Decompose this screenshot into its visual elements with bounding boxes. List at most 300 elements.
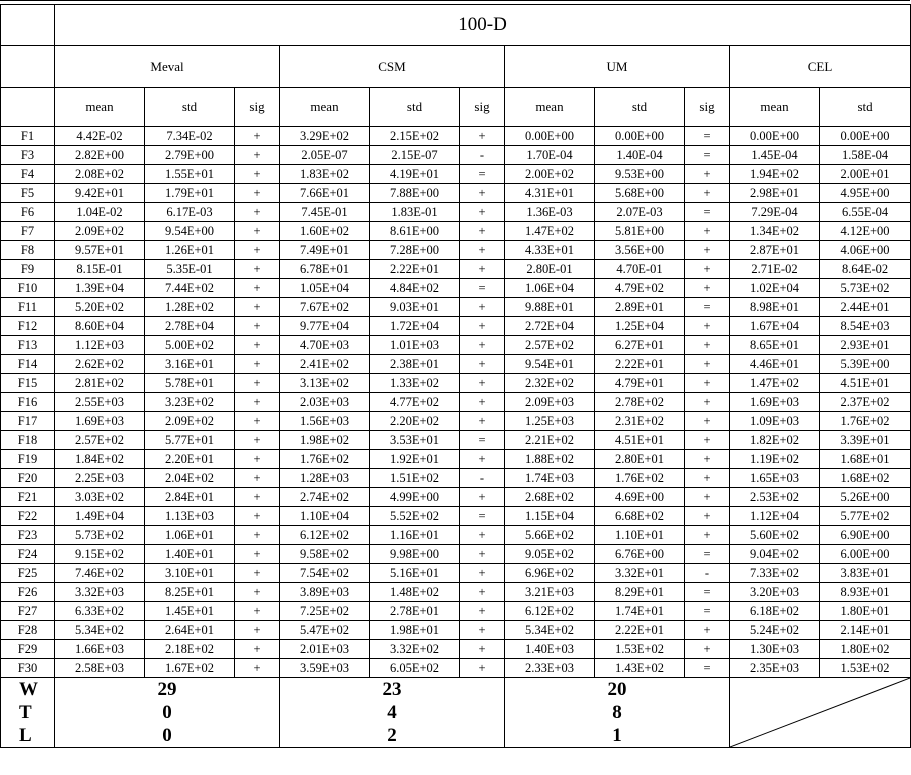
csm-sig-cell: = (460, 165, 505, 184)
um-std-cell: 4.70E-01 (595, 260, 685, 279)
meval-sig-cell: + (235, 279, 280, 298)
csm-mean-cell: 1.10E+04 (280, 507, 370, 526)
csm-sig-cell: + (460, 583, 505, 602)
cel-mean-cell: 5.60E+02 (730, 526, 820, 545)
stat-header-row (1, 88, 911, 127)
meval-mean-cell: 7.46E+02 (55, 564, 145, 583)
cel-std-cell: 1.80E+01 (820, 602, 911, 621)
meval-sig-cell: + (235, 184, 280, 203)
table-row (1, 488, 911, 507)
csm-sig-cell: - (460, 146, 505, 165)
cel-std-cell: 5.39E+00 (820, 355, 911, 374)
csm-sig-cell: + (460, 336, 505, 355)
function-name-cell: F14 (1, 355, 55, 374)
um-mean-cell: 1.74E+03 (505, 469, 595, 488)
csm-std-cell: 4.99E+00 (370, 488, 460, 507)
meval-std-cell: 5.77E+01 (145, 431, 235, 450)
stat-header-mean: mean (730, 88, 820, 127)
um-sig-cell: + (685, 355, 730, 374)
um-std-cell: 0.00E+00 (595, 127, 685, 146)
um-mean-cell: 3.21E+03 (505, 583, 595, 602)
wtl-cel-diagonal-cell (730, 678, 911, 748)
cel-std-cell: 2.14E+01 (820, 621, 911, 640)
meval-sig-cell: + (235, 526, 280, 545)
csm-mean-cell: 1.60E+02 (280, 222, 370, 241)
meval-sig-cell: + (235, 602, 280, 621)
csm-mean-cell: 1.98E+02 (280, 431, 370, 450)
csm-mean-cell: 1.28E+03 (280, 469, 370, 488)
um-mean-cell: 1.36E-03 (505, 203, 595, 222)
meval-std-cell: 6.17E-03 (145, 203, 235, 222)
meval-mean-cell: 1.04E-02 (55, 203, 145, 222)
cel-mean-cell: 7.29E-04 (730, 203, 820, 222)
um-sig-cell: = (685, 659, 730, 678)
csm-mean-cell: 2.05E-07 (280, 146, 370, 165)
cel-std-cell: 4.06E+00 (820, 241, 911, 260)
um-std-cell: 1.43E+02 (595, 659, 685, 678)
um-mean-cell: 6.96E+02 (505, 564, 595, 583)
cel-mean-cell: 1.82E+02 (730, 431, 820, 450)
meval-sig-cell: + (235, 260, 280, 279)
table-row (1, 127, 911, 146)
table-row (1, 241, 911, 260)
meval-std-cell: 7.44E+02 (145, 279, 235, 298)
um-sig-cell: + (685, 222, 730, 241)
table-row (1, 374, 911, 393)
csm-sig-cell: + (460, 545, 505, 564)
um-std-cell: 1.25E+04 (595, 317, 685, 336)
meval-std-cell: 1.28E+02 (145, 298, 235, 317)
meval-mean-cell: 1.12E+03 (55, 336, 145, 355)
um-sig-cell: + (685, 431, 730, 450)
csm-std-cell: 1.98E+01 (370, 621, 460, 640)
csm-sig-cell: + (460, 393, 505, 412)
csm-sig-cell: + (460, 659, 505, 678)
um-std-cell: 4.79E+01 (595, 374, 685, 393)
um-std-cell: 1.53E+02 (595, 640, 685, 659)
table-row (1, 564, 911, 583)
meval-sig-cell: + (235, 640, 280, 659)
cel-std-cell: 8.64E-02 (820, 260, 911, 279)
meval-mean-cell: 2.58E+03 (55, 659, 145, 678)
stat-header-std: std (595, 88, 685, 127)
blank-cell (1, 46, 55, 88)
table-row (1, 298, 911, 317)
um-mean-cell: 9.05E+02 (505, 545, 595, 564)
csm-sig-cell: + (460, 203, 505, 222)
table-row (1, 659, 911, 678)
um-mean-cell: 2.33E+03 (505, 659, 595, 678)
meval-std-cell: 5.00E+02 (145, 336, 235, 355)
meval-mean-cell: 5.20E+02 (55, 298, 145, 317)
function-name-cell: F15 (1, 374, 55, 393)
csm-std-cell: 2.78E+01 (370, 602, 460, 621)
meval-mean-cell: 1.69E+03 (55, 412, 145, 431)
meval-std-cell: 3.23E+02 (145, 393, 235, 412)
wtl-csm-w: 23 (382, 679, 402, 700)
wtl-label-w: W (19, 679, 38, 700)
meval-sig-cell: + (235, 374, 280, 393)
table-row (1, 431, 911, 450)
cel-mean-cell: 8.65E+01 (730, 336, 820, 355)
cel-mean-cell: 1.67E+04 (730, 317, 820, 336)
table-row (1, 260, 911, 279)
csm-mean-cell: 3.13E+02 (280, 374, 370, 393)
csm-std-cell: 1.83E-01 (370, 203, 460, 222)
csm-std-cell: 2.15E+02 (370, 127, 460, 146)
meval-sig-cell: + (235, 621, 280, 640)
wtl-um (505, 678, 730, 748)
um-mean-cell: 2.80E-01 (505, 260, 595, 279)
table-row (1, 526, 911, 545)
csm-mean-cell: 7.25E+02 (280, 602, 370, 621)
um-std-cell: 2.22E+01 (595, 621, 685, 640)
csm-sig-cell: + (460, 298, 505, 317)
meval-std-cell: 5.78E+01 (145, 374, 235, 393)
function-name-cell: F19 (1, 450, 55, 469)
um-sig-cell: = (685, 602, 730, 621)
wtl-um-w: 20 (607, 679, 627, 700)
um-mean-cell: 2.21E+02 (505, 431, 595, 450)
um-std-cell: 5.68E+00 (595, 184, 685, 203)
csm-std-cell: 9.98E+00 (370, 545, 460, 564)
function-name-cell: F6 (1, 203, 55, 222)
cel-std-cell: 2.44E+01 (820, 298, 911, 317)
wtl-label-l: L (19, 725, 32, 746)
csm-sig-cell: + (460, 317, 505, 336)
csm-mean-cell: 3.89E+03 (280, 583, 370, 602)
um-sig-cell: + (685, 507, 730, 526)
meval-std-cell: 2.09E+02 (145, 412, 235, 431)
meval-std-cell: 1.79E+01 (145, 184, 235, 203)
csm-mean-cell: 6.78E+01 (280, 260, 370, 279)
cel-std-cell: 2.00E+01 (820, 165, 911, 184)
um-sig-cell: + (685, 412, 730, 431)
um-sig-cell: + (685, 640, 730, 659)
meval-std-cell: 3.10E+01 (145, 564, 235, 583)
csm-mean-cell: 1.05E+04 (280, 279, 370, 298)
meval-mean-cell: 2.25E+03 (55, 469, 145, 488)
um-mean-cell: 1.88E+02 (505, 450, 595, 469)
um-sig-cell: + (685, 336, 730, 355)
function-name-cell: F23 (1, 526, 55, 545)
um-sig-cell: + (685, 621, 730, 640)
csm-std-cell: 5.16E+01 (370, 564, 460, 583)
cel-mean-cell: 6.18E+02 (730, 602, 820, 621)
table-row (1, 317, 911, 336)
table-row (1, 184, 911, 203)
function-name-cell: F27 (1, 602, 55, 621)
csm-mean-cell: 4.70E+03 (280, 336, 370, 355)
table-row (1, 203, 911, 222)
meval-std-cell: 9.54E+00 (145, 222, 235, 241)
meval-mean-cell: 2.55E+03 (55, 393, 145, 412)
wtl-label-t: T (19, 702, 32, 723)
wtl-um-l: 1 (612, 725, 622, 746)
table-row (1, 355, 911, 374)
cel-mean-cell: 3.20E+03 (730, 583, 820, 602)
csm-sig-cell: + (460, 488, 505, 507)
function-name-cell: F21 (1, 488, 55, 507)
function-name-cell: F4 (1, 165, 55, 184)
meval-mean-cell: 2.08E+02 (55, 165, 145, 184)
csm-std-cell: 4.19E+01 (370, 165, 460, 184)
table-row (1, 583, 911, 602)
csm-std-cell: 2.22E+01 (370, 260, 460, 279)
cel-std-cell: 1.68E+01 (820, 450, 911, 469)
um-std-cell: 2.31E+02 (595, 412, 685, 431)
stat-header-sig: sig (460, 88, 505, 127)
meval-std-cell: 3.16E+01 (145, 355, 235, 374)
um-std-cell: 8.29E+01 (595, 583, 685, 602)
csm-mean-cell: 7.49E+01 (280, 241, 370, 260)
table-row (1, 412, 911, 431)
meval-sig-cell: + (235, 336, 280, 355)
um-mean-cell: 2.57E+02 (505, 336, 595, 355)
csm-sig-cell: = (460, 279, 505, 298)
cel-mean-cell: 2.98E+01 (730, 184, 820, 203)
cel-std-cell: 6.00E+00 (820, 545, 911, 564)
csm-mean-cell: 6.12E+02 (280, 526, 370, 545)
table-row (1, 450, 911, 469)
um-sig-cell: = (685, 298, 730, 317)
um-sig-cell: + (685, 469, 730, 488)
csm-std-cell: 7.28E+00 (370, 241, 460, 260)
cel-std-cell: 0.00E+00 (820, 127, 911, 146)
meval-sig-cell: + (235, 659, 280, 678)
meval-sig-cell: + (235, 146, 280, 165)
csm-std-cell: 8.61E+00 (370, 222, 460, 241)
um-std-cell: 3.32E+01 (595, 564, 685, 583)
function-name-cell: F17 (1, 412, 55, 431)
meval-mean-cell: 1.66E+03 (55, 640, 145, 659)
function-name-cell: F1 (1, 127, 55, 146)
dimension-header-row (1, 5, 911, 46)
meval-std-cell: 1.13E+03 (145, 507, 235, 526)
function-name-cell: F5 (1, 184, 55, 203)
csm-sig-cell: + (460, 127, 505, 146)
csm-std-cell: 1.51E+02 (370, 469, 460, 488)
um-std-cell: 2.80E+01 (595, 450, 685, 469)
table-row (1, 165, 911, 184)
stat-header-std: std (370, 88, 460, 127)
meval-sig-cell: + (235, 393, 280, 412)
meval-sig-cell: + (235, 488, 280, 507)
meval-mean-cell: 8.60E+04 (55, 317, 145, 336)
cel-std-cell: 4.51E+01 (820, 374, 911, 393)
algo-header-csm: CSM (280, 46, 505, 88)
csm-mean-cell: 3.29E+02 (280, 127, 370, 146)
cel-std-cell: 2.93E+01 (820, 336, 911, 355)
wtl-meval-l: 0 (162, 725, 172, 746)
meval-mean-cell: 1.49E+04 (55, 507, 145, 526)
cel-std-cell: 6.90E+00 (820, 526, 911, 545)
cel-mean-cell: 1.45E-04 (730, 146, 820, 165)
um-std-cell: 6.68E+02 (595, 507, 685, 526)
table-row (1, 336, 911, 355)
function-name-cell: F11 (1, 298, 55, 317)
stat-header-mean: mean (505, 88, 595, 127)
stat-header-mean: mean (55, 88, 145, 127)
stat-header-sig: sig (685, 88, 730, 127)
um-mean-cell: 2.72E+04 (505, 317, 595, 336)
meval-std-cell: 2.78E+04 (145, 317, 235, 336)
csm-sig-cell: + (460, 526, 505, 545)
cel-std-cell: 1.76E+02 (820, 412, 911, 431)
um-std-cell: 9.53E+00 (595, 165, 685, 184)
um-mean-cell: 6.12E+02 (505, 602, 595, 621)
csm-mean-cell: 1.56E+03 (280, 412, 370, 431)
meval-std-cell: 2.79E+00 (145, 146, 235, 165)
um-mean-cell: 1.15E+04 (505, 507, 595, 526)
um-std-cell: 1.74E+01 (595, 602, 685, 621)
cel-std-cell: 8.93E+01 (820, 583, 911, 602)
meval-std-cell: 2.84E+01 (145, 488, 235, 507)
um-mean-cell: 0.00E+00 (505, 127, 595, 146)
meval-std-cell: 1.26E+01 (145, 241, 235, 260)
meval-std-cell: 1.67E+02 (145, 659, 235, 678)
function-name-cell: F30 (1, 659, 55, 678)
cel-std-cell: 2.37E+02 (820, 393, 911, 412)
meval-std-cell: 2.18E+02 (145, 640, 235, 659)
csm-std-cell: 7.88E+00 (370, 184, 460, 203)
csm-mean-cell: 9.58E+02 (280, 545, 370, 564)
um-mean-cell: 2.00E+02 (505, 165, 595, 184)
um-std-cell: 1.76E+02 (595, 469, 685, 488)
csm-mean-cell: 2.74E+02 (280, 488, 370, 507)
meval-std-cell: 2.20E+01 (145, 450, 235, 469)
wtl-csm-l: 2 (387, 725, 397, 746)
function-name-cell: F16 (1, 393, 55, 412)
csm-std-cell: 3.53E+01 (370, 431, 460, 450)
wtl-meval-w: 29 (157, 679, 177, 700)
results-table (0, 4, 911, 748)
table-row (1, 545, 911, 564)
meval-std-cell: 2.04E+02 (145, 469, 235, 488)
cel-mean-cell: 1.34E+02 (730, 222, 820, 241)
csm-sig-cell: + (460, 355, 505, 374)
meval-sig-cell: + (235, 431, 280, 450)
table-row (1, 222, 911, 241)
um-sig-cell: = (685, 545, 730, 564)
meval-mean-cell: 4.42E-02 (55, 127, 145, 146)
csm-sig-cell: = (460, 431, 505, 450)
stat-header-sig: sig (235, 88, 280, 127)
diagonal-line (730, 678, 910, 747)
meval-sig-cell: + (235, 165, 280, 184)
stat-header-std: std (820, 88, 911, 127)
csm-sig-cell: + (460, 374, 505, 393)
cel-mean-cell: 1.02E+04 (730, 279, 820, 298)
um-sig-cell: + (685, 165, 730, 184)
cel-std-cell: 5.77E+02 (820, 507, 911, 526)
um-mean-cell: 4.33E+01 (505, 241, 595, 260)
csm-sig-cell: = (460, 507, 505, 526)
cel-std-cell: 3.83E+01 (820, 564, 911, 583)
cel-mean-cell: 1.47E+02 (730, 374, 820, 393)
csm-std-cell: 1.48E+02 (370, 583, 460, 602)
meval-mean-cell: 3.32E+03 (55, 583, 145, 602)
meval-std-cell: 1.55E+01 (145, 165, 235, 184)
meval-mean-cell: 2.62E+02 (55, 355, 145, 374)
csm-std-cell: 4.84E+02 (370, 279, 460, 298)
csm-sig-cell: + (460, 412, 505, 431)
meval-mean-cell: 2.57E+02 (55, 431, 145, 450)
meval-sig-cell: + (235, 127, 280, 146)
cel-std-cell: 1.53E+02 (820, 659, 911, 678)
function-name-cell: F13 (1, 336, 55, 355)
meval-std-cell: 7.34E-02 (145, 127, 235, 146)
um-mean-cell: 2.68E+02 (505, 488, 595, 507)
csm-mean-cell: 2.03E+03 (280, 393, 370, 412)
um-std-cell: 2.78E+02 (595, 393, 685, 412)
csm-sig-cell: + (460, 241, 505, 260)
function-name-cell: F28 (1, 621, 55, 640)
um-mean-cell: 5.34E+02 (505, 621, 595, 640)
function-name-cell: F26 (1, 583, 55, 602)
cel-std-cell: 5.26E+00 (820, 488, 911, 507)
cel-std-cell: 6.55E-04 (820, 203, 911, 222)
meval-sig-cell: + (235, 412, 280, 431)
um-std-cell: 6.27E+01 (595, 336, 685, 355)
meval-sig-cell: + (235, 222, 280, 241)
um-std-cell: 4.51E+01 (595, 431, 685, 450)
function-name-cell: F3 (1, 146, 55, 165)
meval-sig-cell: + (235, 583, 280, 602)
table-row (1, 393, 911, 412)
csm-std-cell: 2.20E+02 (370, 412, 460, 431)
csm-sig-cell: + (460, 450, 505, 469)
meval-std-cell: 8.25E+01 (145, 583, 235, 602)
table-row (1, 602, 911, 621)
csm-std-cell: 1.92E+01 (370, 450, 460, 469)
csm-mean-cell: 7.66E+01 (280, 184, 370, 203)
um-sig-cell: + (685, 393, 730, 412)
meval-std-cell: 2.64E+01 (145, 621, 235, 640)
um-sig-cell: = (685, 127, 730, 146)
csm-sig-cell: + (460, 222, 505, 241)
meval-sig-cell: + (235, 469, 280, 488)
wtl-csm-t: 4 (387, 702, 397, 723)
um-std-cell: 1.10E+01 (595, 526, 685, 545)
function-name-cell: F7 (1, 222, 55, 241)
cel-mean-cell: 1.65E+03 (730, 469, 820, 488)
function-name-cell: F24 (1, 545, 55, 564)
meval-mean-cell: 8.15E-01 (55, 260, 145, 279)
meval-mean-cell: 1.84E+02 (55, 450, 145, 469)
csm-mean-cell: 7.45E-01 (280, 203, 370, 222)
um-sig-cell: + (685, 184, 730, 203)
csm-sig-cell: + (460, 640, 505, 659)
table-row (1, 279, 911, 298)
wtl-um-t: 8 (612, 702, 622, 723)
wtl-meval-t: 0 (162, 702, 172, 723)
um-sig-cell: - (685, 564, 730, 583)
um-sig-cell: + (685, 488, 730, 507)
function-name-cell: F29 (1, 640, 55, 659)
um-mean-cell: 1.40E+03 (505, 640, 595, 659)
csm-sig-cell: + (460, 260, 505, 279)
csm-mean-cell: 1.76E+02 (280, 450, 370, 469)
cel-mean-cell: 1.09E+03 (730, 412, 820, 431)
um-sig-cell: + (685, 260, 730, 279)
csm-std-cell: 3.32E+02 (370, 640, 460, 659)
meval-mean-cell: 2.09E+02 (55, 222, 145, 241)
csm-mean-cell: 3.59E+03 (280, 659, 370, 678)
csm-sig-cell: + (460, 602, 505, 621)
cel-mean-cell: 1.19E+02 (730, 450, 820, 469)
csm-mean-cell: 5.47E+02 (280, 621, 370, 640)
